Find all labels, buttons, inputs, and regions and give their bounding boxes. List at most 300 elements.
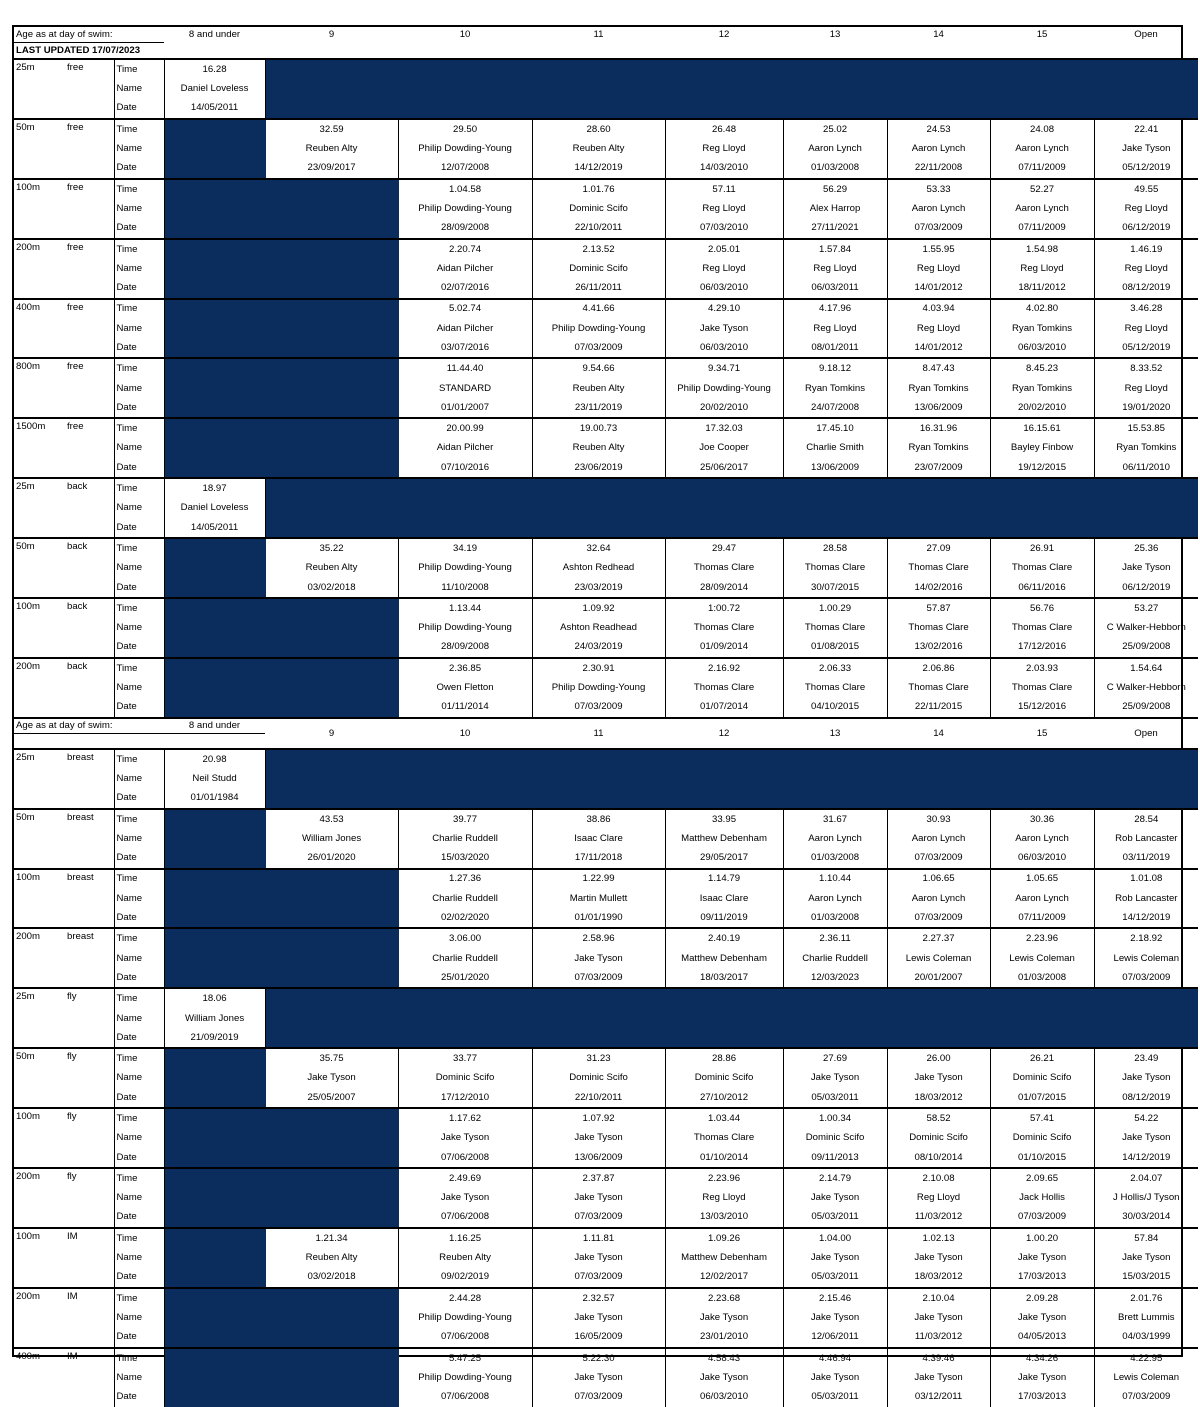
- record-date: 23/06/2019: [532, 458, 665, 478]
- record-name: Ryan Tomkins: [887, 439, 990, 458]
- event-distance: 200m: [14, 1168, 65, 1228]
- record-time: 4.39.46: [887, 1348, 990, 1368]
- record-time: 25.36: [1094, 538, 1198, 558]
- record-date: 13/02/2016: [887, 638, 990, 658]
- record-name: Thomas Clare: [887, 618, 990, 637]
- record-name: Reg Lloyd: [1124, 202, 1168, 214]
- record-date: 23/03/2019: [532, 578, 665, 598]
- record-name: Jake Tyson: [1122, 562, 1171, 574]
- no-record-cell: [887, 988, 990, 1048]
- record-time: 1.11.81: [532, 1228, 665, 1248]
- record-time: 2.06.33: [783, 658, 887, 678]
- field-label: Date: [114, 518, 164, 538]
- record-date: 25/05/2007: [265, 1088, 398, 1108]
- record-name: Jake Tyson: [1122, 143, 1171, 155]
- record-date: 07/03/2009: [1122, 1391, 1171, 1403]
- record-name: Jake Tyson: [887, 1069, 990, 1088]
- record-date: 08/12/2019: [1122, 1091, 1171, 1103]
- record-date: 14/05/2011: [164, 518, 265, 538]
- record-name: Daniel Loveless: [164, 499, 265, 518]
- no-record-cell: [164, 809, 265, 869]
- record-time: 2.18.92: [1094, 928, 1198, 948]
- no-record-cell: [164, 1348, 265, 1407]
- record-time: 30.93: [887, 809, 990, 829]
- field-label: Name: [114, 1069, 164, 1088]
- record-name: Reuben Alty: [532, 379, 665, 398]
- age-header-4: 12: [665, 27, 783, 59]
- record-time: 16.31.96: [887, 418, 990, 438]
- field-label: Date: [114, 638, 164, 658]
- record-row: [14, 239, 1198, 259]
- record-date: 23/07/2009: [887, 458, 990, 478]
- record-date: 17/12/2016: [990, 638, 1094, 658]
- record-time: 15.53.85: [1094, 418, 1198, 438]
- record-date: 17/03/2013: [990, 1387, 1094, 1406]
- record-time: 5.47.25: [398, 1348, 532, 1368]
- record-date: 07/03/2009: [887, 908, 990, 928]
- record-date: 06/03/2010: [665, 1387, 783, 1406]
- no-record-cell: [398, 988, 532, 1048]
- record-name: Reuben Alty: [532, 439, 665, 458]
- field-label: Time: [114, 119, 164, 139]
- event-distance: 50m: [14, 809, 65, 869]
- record-date: 01/03/2008: [990, 968, 1094, 988]
- record-time: 2.23.96: [665, 1168, 783, 1188]
- record-name: Thomas Clare: [665, 1128, 783, 1147]
- record-time: 57.84: [1094, 1228, 1198, 1248]
- record-row: [14, 749, 1198, 769]
- record-name: Bayley Finbow: [990, 439, 1094, 458]
- record-name: Jake Tyson: [1122, 1252, 1171, 1264]
- record-time: 2.36.11: [783, 928, 887, 948]
- record-time: 54.22: [1094, 1108, 1198, 1128]
- event-stroke: fly: [65, 1048, 114, 1108]
- record-date: 05/03/2011: [783, 1387, 887, 1406]
- record-time: 1.00.29: [783, 598, 887, 618]
- record-time: 2.37.87: [532, 1168, 665, 1188]
- age-header-mid-2: 10: [398, 718, 532, 749]
- record-name: Jake Tyson: [990, 1248, 1094, 1267]
- record-name: Charlie Ruddell: [398, 889, 532, 908]
- no-record-cell: [265, 239, 398, 299]
- record-name: Isaac Clare: [665, 889, 783, 908]
- record-date: 01/10/2015: [990, 1148, 1094, 1168]
- event-distance: 25m: [16, 62, 35, 73]
- record-date: 03/07/2016: [398, 338, 532, 358]
- record-time: 49.55: [1094, 179, 1198, 199]
- record-name: Reg Lloyd: [783, 259, 887, 278]
- record-name: Reg Lloyd: [783, 319, 887, 338]
- record-date: 22/10/2011: [532, 218, 665, 238]
- record-time: 56.29: [783, 179, 887, 199]
- record-date: 17/03/2013: [990, 1268, 1094, 1288]
- record-date: 27/11/2021: [783, 218, 887, 238]
- record-row: [14, 988, 1198, 1008]
- no-record-cell: [164, 928, 265, 988]
- record-row: [14, 1288, 1198, 1308]
- field-label: Name: [114, 769, 164, 788]
- no-record-cell: [783, 478, 887, 538]
- record-time: 43.53: [265, 809, 398, 829]
- record-time: 35.22: [265, 538, 398, 558]
- record-date: 14/02/2016: [887, 578, 990, 598]
- record-name: Jake Tyson: [532, 1188, 665, 1207]
- record-date: 07/06/2008: [398, 1208, 532, 1228]
- record-time: 28.60: [532, 119, 665, 139]
- field-label: Name: [114, 1128, 164, 1147]
- record-date: 05/12/2019: [1122, 342, 1171, 353]
- event-stroke: back: [65, 478, 114, 538]
- record-time: 29.47: [665, 538, 783, 558]
- age-header-3: 11: [532, 27, 665, 59]
- field-label: Time: [114, 598, 164, 618]
- record-time: 24.53: [887, 119, 990, 139]
- field-label: Date: [114, 278, 164, 298]
- record-date: 12/06/2011: [783, 1327, 887, 1347]
- record-name: Matthew Debenham: [665, 1248, 783, 1267]
- record-time: 24.08: [990, 119, 1094, 139]
- field-label: Date: [114, 1387, 164, 1406]
- record-time: 2.58.96: [532, 928, 665, 948]
- record-time: 4.22.95: [1094, 1348, 1198, 1368]
- no-record-cell: [265, 59, 398, 119]
- record-name: Lewis Coleman: [1113, 1371, 1180, 1383]
- record-time: 31.23: [532, 1048, 665, 1068]
- record-time: 1.05.65: [990, 869, 1094, 889]
- age-header-0: 8 and under: [164, 27, 265, 59]
- no-record-cell: [887, 59, 990, 119]
- record-date: 17/11/2018: [532, 848, 665, 868]
- record-name: Reuben Alty: [398, 1248, 532, 1267]
- field-label: Time: [114, 299, 164, 319]
- record-row: [14, 928, 1198, 948]
- record-name: Daniel Loveless: [164, 79, 265, 98]
- event-stroke: IM: [65, 1348, 114, 1407]
- field-label: Date: [114, 1327, 164, 1347]
- record-name: Ashton Redhead: [532, 558, 665, 577]
- no-record-cell: [265, 749, 398, 809]
- record-date: 18/03/2012: [887, 1268, 990, 1288]
- record-date: 15/03/2015: [1122, 1271, 1171, 1283]
- field-label: Name: [114, 199, 164, 218]
- field-label: Name: [114, 678, 164, 697]
- record-time: 27.69: [783, 1048, 887, 1068]
- record-name: Rob Lancaster: [1115, 892, 1178, 904]
- record-time: 2.27.37: [887, 928, 990, 948]
- age-header-row: [14, 27, 1198, 43]
- record-time: 1.09.92: [532, 598, 665, 618]
- age-header-1: 9: [265, 27, 398, 59]
- record-date: 07/03/2009: [990, 1208, 1094, 1228]
- record-time: 2.30.91: [532, 658, 665, 678]
- record-date: 03/12/2011: [887, 1387, 990, 1406]
- record-date: 07/03/2010: [665, 218, 783, 238]
- field-label: Name: [114, 499, 164, 518]
- record-date: 08/01/2011: [783, 338, 887, 358]
- no-record-cell: [990, 749, 1094, 809]
- record-time: 1.21.34: [265, 1228, 398, 1248]
- field-label: Time: [114, 358, 164, 378]
- field-label: Time: [114, 1288, 164, 1308]
- record-date: 04/10/2015: [783, 698, 887, 718]
- record-date: 14/01/2012: [887, 338, 990, 358]
- record-date: 12/07/2008: [398, 158, 532, 178]
- record-name: Aaron Lynch: [990, 829, 1094, 848]
- record-row: [14, 1108, 1198, 1128]
- record-date: 07/10/2016: [398, 458, 532, 478]
- record-name: Jake Tyson: [887, 1368, 990, 1387]
- event-distance: 50m: [14, 538, 65, 598]
- record-name: Philip Dowding-Young: [532, 319, 665, 338]
- record-time: 8.45.23: [990, 358, 1094, 378]
- record-date: 30/07/2015: [783, 578, 887, 598]
- field-label: Name: [114, 319, 164, 338]
- record-date: 07/03/2009: [532, 698, 665, 718]
- record-date: 01/03/2008: [783, 908, 887, 928]
- no-record-cell: [990, 988, 1094, 1048]
- record-time: 23.49: [1094, 1048, 1198, 1068]
- no-record-cell: [164, 1108, 265, 1168]
- field-label: Name: [114, 1009, 164, 1028]
- no-record-cell: [265, 1108, 398, 1168]
- record-time: 53.27: [1094, 598, 1198, 618]
- record-name: Jake Tyson: [532, 1368, 665, 1387]
- record-time: 11.44.40: [398, 358, 532, 378]
- record-time: 1.09.26: [665, 1228, 783, 1248]
- record-name: Dominic Scifo: [990, 1128, 1094, 1147]
- record-date: 20/02/2010: [665, 398, 783, 418]
- record-row: [14, 119, 1198, 139]
- no-record-cell: [265, 358, 398, 418]
- field-label: Name: [114, 259, 164, 278]
- record-time: 2.03.93: [990, 658, 1094, 678]
- record-date: 07/03/2009: [532, 1387, 665, 1406]
- record-time: 2.09.65: [990, 1168, 1094, 1188]
- record-time: 20.00.99: [398, 418, 532, 438]
- field-label: Time: [114, 988, 164, 1008]
- record-name: Reuben Alty: [265, 1248, 398, 1267]
- record-date: 06/11/2016: [990, 578, 1094, 598]
- spacer: [164, 733, 265, 749]
- record-time: 2.32.57: [532, 1288, 665, 1308]
- record-name: Reg Lloyd: [990, 259, 1094, 278]
- record-time: 33.95: [665, 809, 783, 829]
- record-time: 2.04.07: [1094, 1168, 1198, 1188]
- record-time: 1.00.20: [990, 1228, 1094, 1248]
- record-date: 06/12/2019: [1122, 581, 1171, 593]
- record-name: Thomas Clare: [665, 678, 783, 697]
- field-label: Time: [114, 59, 164, 79]
- record-date: 06/03/2010: [990, 338, 1094, 358]
- record-time: 17.45.10: [783, 418, 887, 438]
- record-name: Charlie Smith: [783, 439, 887, 458]
- field-label: Name: [114, 618, 164, 637]
- record-time: 28.86: [665, 1048, 783, 1068]
- field-label: Date: [114, 1148, 164, 1168]
- record-name: Reg Lloyd: [665, 139, 783, 158]
- record-date: 25/06/2017: [665, 458, 783, 478]
- event-distance: 100m: [14, 1108, 65, 1168]
- record-time: 32.64: [532, 538, 665, 558]
- field-label: Time: [114, 418, 164, 438]
- age-header-row: [14, 718, 1198, 734]
- record-name: Aaron Lynch: [990, 889, 1094, 908]
- record-date: 12/03/2023: [783, 968, 887, 988]
- event-stroke: free: [65, 179, 114, 239]
- record-date: 30/03/2014: [1122, 1211, 1171, 1223]
- record-time: 2.49.69: [398, 1168, 532, 1188]
- record-name: Dominic Scifo: [532, 259, 665, 278]
- event-distance: 100m: [14, 179, 65, 239]
- record-date: 03/02/2018: [265, 578, 398, 598]
- record-time: 4.41.66: [532, 299, 665, 319]
- event-distance: 200m: [14, 928, 65, 988]
- event-stroke: fly: [65, 1168, 114, 1228]
- no-record-cell: [265, 179, 398, 239]
- record-date: 23/11/2019: [532, 398, 665, 418]
- no-record-cell: [265, 869, 398, 929]
- no-record-cell: [532, 478, 665, 538]
- record-name: Ashton Readhead: [532, 618, 665, 637]
- record-time: 58.52: [887, 1108, 990, 1128]
- record-name: Ryan Tomkins: [990, 379, 1094, 398]
- record-time: 57.87: [887, 598, 990, 618]
- no-record-cell: [164, 869, 265, 929]
- record-name: Lewis Coleman: [887, 949, 990, 968]
- record-row: [14, 1048, 1198, 1068]
- event-stroke: fly: [65, 988, 114, 1048]
- record-time: 2.36.85: [398, 658, 532, 678]
- field-label: Date: [114, 788, 164, 808]
- event-stroke: IM: [65, 1288, 114, 1348]
- record-time: 1.22.99: [532, 869, 665, 889]
- field-label: Name: [114, 379, 164, 398]
- record-name: Dominic Scifo: [398, 1069, 532, 1088]
- field-label: Date: [114, 1208, 164, 1228]
- record-name: Reg Lloyd: [1124, 262, 1168, 274]
- field-label: Name: [114, 949, 164, 968]
- record-name: Aidan Pilcher: [398, 439, 532, 458]
- record-name: Dominic Scifo: [532, 1069, 665, 1088]
- field-label: Time: [114, 928, 164, 948]
- record-name: Ryan Tomkins: [990, 319, 1094, 338]
- record-name: Thomas Clare: [887, 678, 990, 697]
- record-name: Jake Tyson: [532, 1248, 665, 1267]
- no-record-cell: [164, 358, 265, 418]
- field-label: Name: [114, 439, 164, 458]
- no-record-cell: [164, 119, 265, 179]
- no-record-cell: [164, 658, 265, 718]
- age-header-7: 15: [990, 27, 1094, 59]
- field-label: Date: [114, 398, 164, 418]
- record-row: [14, 478, 1198, 498]
- no-record-cell: [164, 1048, 265, 1108]
- record-date: 11/03/2012: [887, 1327, 990, 1347]
- field-label: Name: [114, 1308, 164, 1327]
- no-record-cell: [398, 59, 532, 119]
- event-stroke: back: [65, 538, 114, 598]
- record-time: 1.16.25: [398, 1228, 532, 1248]
- field-label: Time: [114, 658, 164, 678]
- record-date: 28/09/2008: [398, 638, 532, 658]
- record-name: Jake Tyson: [398, 1188, 532, 1207]
- record-row: [14, 538, 1198, 558]
- record-date: 01/07/2014: [665, 698, 783, 718]
- record-date: 13/06/2009: [887, 398, 990, 418]
- record-name: Philip Dowding-Young: [398, 1308, 532, 1327]
- record-time: 1.46.19: [1094, 239, 1198, 259]
- no-record-cell: [665, 988, 783, 1048]
- field-label: Name: [114, 1368, 164, 1387]
- record-time: 1.17.62: [398, 1108, 532, 1128]
- records-sheet: [12, 25, 1186, 1403]
- record-name: Jake Tyson: [887, 1308, 990, 1327]
- record-name: Aaron Lynch: [887, 829, 990, 848]
- record-time: 16.28: [164, 59, 265, 79]
- spacer: [14, 733, 164, 749]
- record-date: 14/12/2019: [532, 158, 665, 178]
- record-name: Jake Tyson: [783, 1069, 887, 1088]
- record-date: 02/02/2020: [398, 908, 532, 928]
- age-header-5: 13: [783, 27, 887, 59]
- record-time: 9.54.66: [532, 358, 665, 378]
- record-date: 25/01/2020: [398, 968, 532, 988]
- record-time: 32.59: [265, 119, 398, 139]
- record-time: 4.02.80: [990, 299, 1094, 319]
- record-date: 01/08/2015: [783, 638, 887, 658]
- record-time: 26.00: [887, 1048, 990, 1068]
- record-date: 03/02/2018: [265, 1268, 398, 1288]
- record-name: Jake Tyson: [783, 1368, 887, 1387]
- record-date: 06/11/2010: [1122, 461, 1170, 473]
- record-date: 18/03/2017: [665, 968, 783, 988]
- event-distance: 400m: [14, 299, 65, 359]
- record-date: 18/03/2012: [887, 1088, 990, 1108]
- no-record-cell: [265, 418, 398, 478]
- field-label: Date: [114, 1268, 164, 1288]
- record-time: 34.19: [398, 538, 532, 558]
- record-name: Dominic Scifo: [783, 1128, 887, 1147]
- record-date: 22/10/2011: [532, 1088, 665, 1108]
- record-time: 53.33: [887, 179, 990, 199]
- event-stroke: back: [65, 658, 114, 718]
- record-name: Dominic Scifo: [990, 1069, 1094, 1088]
- no-record-cell: [532, 988, 665, 1048]
- record-time: 2.15.46: [783, 1288, 887, 1308]
- record-time: 2.06.86: [887, 658, 990, 678]
- record-time: 57.11: [665, 179, 783, 199]
- no-record-cell: [164, 1168, 265, 1228]
- no-record-cell: [783, 749, 887, 809]
- record-time: 1.54.64: [1094, 658, 1198, 678]
- record-name: Aaron Lynch: [783, 829, 887, 848]
- age-header-6: 14: [887, 27, 990, 59]
- no-record-cell: [665, 59, 783, 119]
- record-date: 07/06/2008: [398, 1327, 532, 1347]
- event-distance: 50m: [14, 119, 65, 179]
- record-date: 19/01/2020: [1122, 401, 1171, 413]
- field-label: Date: [114, 458, 164, 478]
- event-stroke: free: [65, 358, 114, 418]
- no-record-cell: [783, 988, 887, 1048]
- record-name: Jake Tyson: [1122, 1072, 1171, 1084]
- record-name: Jake Tyson: [783, 1248, 887, 1267]
- record-name: Aidan Pilcher: [398, 259, 532, 278]
- record-date: 13/03/2010: [665, 1208, 783, 1228]
- record-name: Charlie Ruddell: [398, 829, 532, 848]
- field-label: Name: [114, 1188, 164, 1207]
- record-time: 17.32.03: [665, 418, 783, 438]
